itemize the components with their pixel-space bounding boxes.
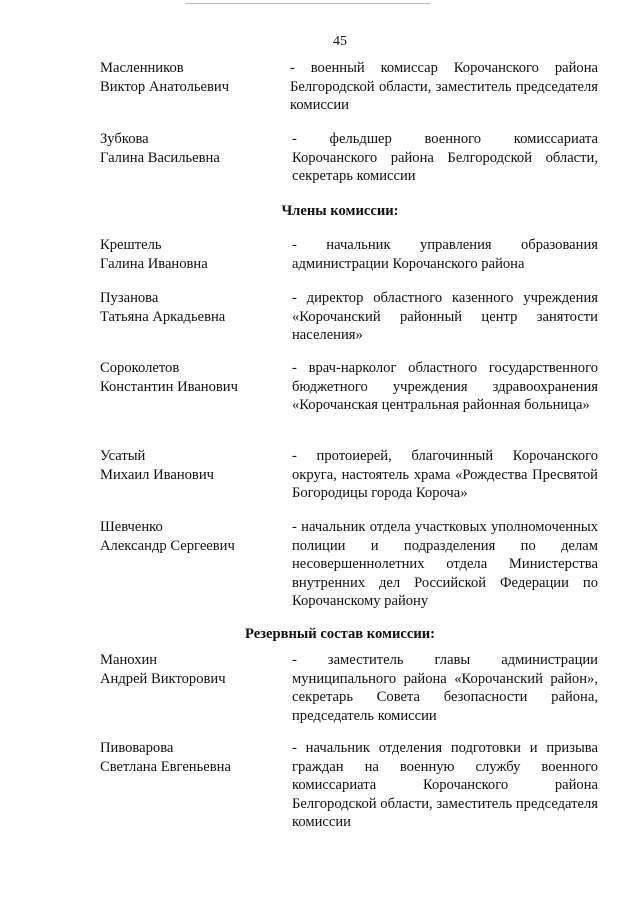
member-surname: Пузанова [100, 290, 159, 306]
section-heading-reserve: Резервный состав комиссии: [244, 626, 436, 642]
member-role: - начальник управления образования администрации Корочанского района [292, 237, 598, 272]
member-given-names: Михаил Иванович [100, 466, 214, 483]
member-given-names: Галина Ивановна [100, 255, 208, 272]
member-name [100, 59, 280, 96]
scan-edge-line [185, 3, 430, 4]
member-role: - врач-нарколог областного государственного бюджетного учреждения здравоохранения «Корочанская центральная районная больница» [292, 360, 598, 414]
section-heading-members: Члены комиссии: [281, 203, 399, 219]
member-given-names: Виктор Анатольевич [100, 78, 230, 95]
member-name [100, 289, 280, 326]
member-role: - директор областного казенного учреждения «Корочанский районный центр занятости населения» [292, 290, 598, 344]
member-role: - фельдшер военного комиссариата Корочанского района Белгородской области, секретарь комиссии [292, 131, 598, 185]
member-surname: Зубкова [100, 131, 149, 147]
member-surname: Шевченко [100, 519, 163, 535]
member-role: - заместитель главы администрации муниципального района «Корочанский район», секретарь Совета безопасности района, председатель комиссии [292, 652, 598, 724]
member-name [100, 651, 280, 688]
member-name [100, 359, 280, 396]
member-given-names: Татьяна Аркадьевна [100, 308, 226, 325]
member-name [100, 130, 280, 167]
member-role: - военный комиссар Корочанского района Белгородской области, заместитель председателя комиссии [290, 60, 598, 114]
member-role: - протоиерей, благочинный Корочанского округа, настоятель храма «Рождества Пресвятой Богородицы города Короча» [292, 448, 598, 502]
member-surname: Крештель [100, 237, 162, 253]
member-role: - начальник отделения подготовки и призыва граждан на военную службу военного комиссариата Корочанского района Белгородской области, заместитель председателя комиссии [292, 740, 598, 831]
member-given-names: Александр Сергеевич [100, 537, 235, 554]
member-given-names: Андрей Викторович [100, 670, 226, 687]
member-role: - начальник отдела участковых уполномоченных полиции и подразделения по делам несовершеннолетних отдела Министерства внутренних дел Российской Федерации по Корочанскому району [292, 519, 598, 610]
member-name [100, 518, 280, 555]
member-name [100, 739, 280, 776]
member-given-names: Галина Васильевна [100, 149, 220, 166]
member-surname: Усатый [100, 448, 146, 464]
member-surname: Сороколетов [100, 360, 180, 376]
member-given-names: Светлана Евгеньевна [100, 758, 231, 775]
member-given-names: Константин Иванович [100, 378, 238, 395]
member-name [100, 236, 280, 273]
member-surname: Манохин [100, 652, 158, 668]
member-surname: Пивоварова [100, 740, 174, 756]
page-number: 45 [333, 34, 347, 49]
member-name [100, 447, 280, 484]
member-surname: Масленников [100, 60, 184, 76]
